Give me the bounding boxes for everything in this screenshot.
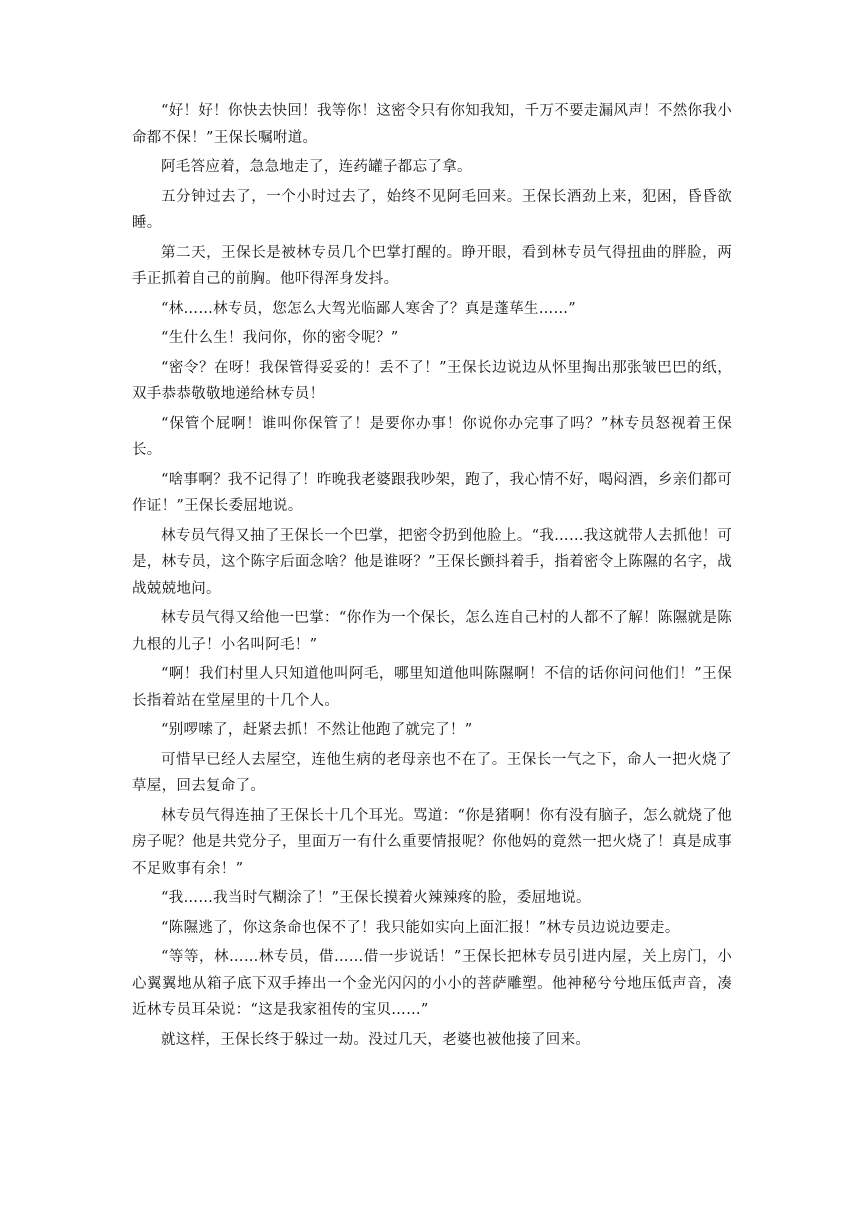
paragraph: “啥事啊？我不记得了！昨晚我老婆跟我吵架，跑了，我心情不好，喝闷酒，乡亲们都可作证！”王保长委屈地说。	[132, 471, 732, 514]
paragraph: 可惜早已经人去屋空，连他生病的老母亲也不在了。王保长一气之下，命人一把火烧了草屋，回去复命了。	[132, 751, 732, 794]
paragraph: 就这样，王保长终于躲过一劫。没过几天，老婆也被他接了回来。	[161, 1031, 591, 1048]
paragraph: 阿毛答应着，急急地走了，连药罐子都忘了拿。	[161, 159, 472, 175]
paragraph: 第二天，王保长是被林专员几个巴掌打醒的。睁开眼，看到林专员气得扭曲的胖脸，两手正抓着自己的前胸。他吓得浑身发抖。	[132, 244, 732, 287]
story-text-body	[132, 98, 732, 1056]
paragraph: “等等，林……林专员，借……借一步说话！”王保长把林专员引进内屋，关上房门，小心翼翼地从箱子底下双手捧出一个金光闪闪的小小的菩萨雕塑。他神秘兮兮地压低声音，凑近林专员耳朵说：“这是我家祖传的宝贝……”	[132, 949, 732, 1018]
paragraph: 林专员气得连抽了王保长十几个耳光。骂道：“你是猪啊！你有没有脑子，怎么就烧了他房子呢？他是共党分子，里面万一有什么重要情报呢？你他妈的竟然一把火烧了！真是成事不足败事有余！”	[132, 807, 732, 877]
paragraph: “陈隰逃了，你这条命也保不了！我只能如实向上面汇报！”林专员边说边要走。	[161, 919, 680, 936]
paragraph: “别啰嗦了，赶紧去抓！不然让他跑了就完了！”	[161, 722, 473, 738]
paragraph: “林……林专员，您怎么大驾光临鄙人寒舍了？真是蓬荜生……”	[161, 300, 577, 317]
paragraph: “密令？在呀！我保管得妥妥的！丢不了！”王保长边说边从怀里掏出那张皱巴巴的纸，双手恭恭敬敬地递给林专员！	[132, 359, 732, 402]
paragraph: “我……我当时气糊涂了！”王保长摸着火辣辣疼的脸，委屈地说。	[161, 890, 591, 906]
paragraph: “啊！我们村里人只知道他叫阿毛，哪里知道他叫陈隰啊！不信的话你问问他们！”王保长指着站在堂屋里的十几个人。	[132, 666, 732, 709]
paragraph: “好！好！你快去快回！我等你！这密令只有你知我知，千万不要走漏风声！不然你我小命都不保！”王保长嘱咐道。	[132, 103, 732, 146]
paragraph: 林专员气得又给他一巴掌：“你作为一个保长，怎么连自己村的人都不了解！陈隰就是陈九根的儿子！小名叫阿毛！”	[132, 610, 732, 653]
paragraph: 林专员气得又抽了王保长一个巴掌，把密令扔到他脸上。“我……我这就带人去抓他！可是，林专员，这个陈字后面念啥？他是谁呀？”王保长颤抖着手，指着密令上陈隰的名字，战战兢兢地问。	[132, 527, 732, 597]
paragraph: “生什么生！我问你，你的密令呢？”	[161, 330, 399, 346]
paragraph: “保管个屁啊！谁叫你保管了！是要你办事！你说你办完事了吗？”林专员怒视着王保长。	[132, 415, 732, 458]
paragraph: 五分钟过去了，一个小时过去了，始终不见阿毛回来。王保长酒劲上来，犯困，昏昏欲睡。	[132, 188, 732, 231]
